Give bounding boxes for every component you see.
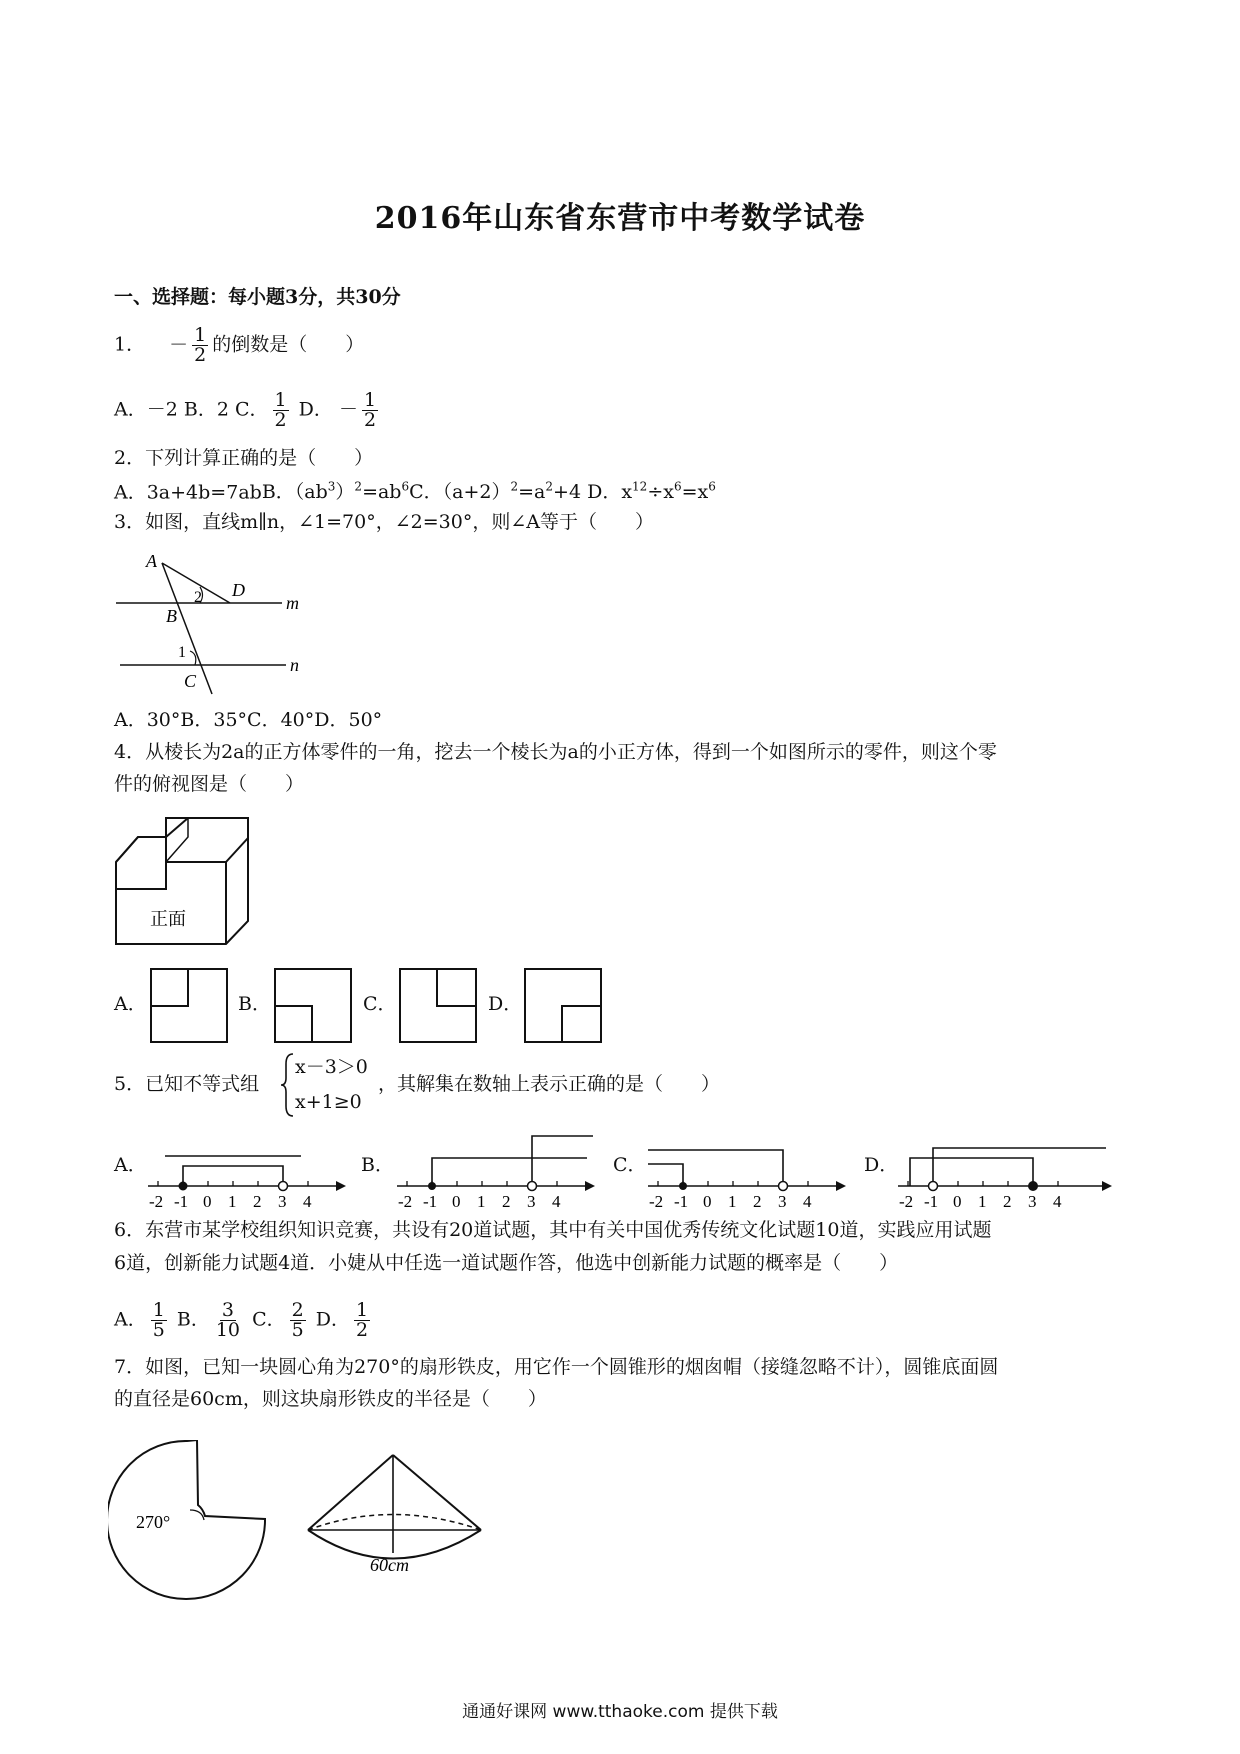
q6-option-d: D． [315, 1308, 350, 1331]
closed-point [1028, 1181, 1038, 1191]
axis-tick-label: 1 [728, 1192, 737, 1210]
q4-option-b-figure [274, 968, 354, 1044]
q1-option-a: A．－2 [114, 398, 178, 421]
axis-tick-label: -2 [899, 1192, 914, 1210]
axis-tick-label: 3 [778, 1192, 787, 1210]
q4-option-c-label: C． [363, 993, 397, 1015]
q3-label-c: C [184, 671, 197, 691]
closed-point [679, 1182, 687, 1190]
q4-solid-figure [112, 813, 254, 947]
axis-tick-label: 2 [753, 1192, 762, 1210]
q6-option-b: B． [176, 1308, 210, 1331]
q1-option-d-minus: － [338, 398, 358, 421]
q1-number: 1． [114, 333, 146, 356]
q5-option-b-label: B． [361, 1154, 394, 1176]
q4-option-b-label: B． [238, 993, 271, 1015]
axis-tick-label: 4 [303, 1192, 312, 1210]
question-3: 3．如图，直线m∥n，∠1=70°，∠2=30°，则∠A等于（ ） [114, 511, 654, 533]
solution-ray [532, 1136, 593, 1186]
q7-diameter-label: 60cm [370, 1555, 409, 1575]
q1-option-c-fraction: $\frac{1}{2}$ [274, 389, 287, 431]
axis-tick-label: -1 [174, 1192, 189, 1210]
q5-inequality-1: x－3＞0 [295, 1056, 368, 1078]
open-point [279, 1182, 288, 1191]
question-6-line-1: 6．东营市某学校组织知识竞赛，共设有20道试题，其中有关中国优秀传统文化试题10道，实践应用试题 [114, 1219, 992, 1241]
q5-numberline-b [397, 1128, 597, 1210]
q2-option-a: A．3a+4b=7ab [114, 481, 262, 504]
q5-text: ，其解集在数轴上表示正确的是（ ） [378, 1073, 721, 1095]
q3-angle-2: 2 [194, 589, 202, 606]
open-point [779, 1182, 788, 1191]
q2-options [114, 481, 716, 502]
question-4-line-1: 4．从棱长为2a的正方体零件的一角，挖去一个棱长为a的小正方体，得到一个如图所示的零件，则这个零 [114, 741, 997, 763]
solution-ray [432, 1158, 587, 1186]
q7-angle-label: 270° [136, 1512, 171, 1532]
q5-option-a-label: A． [114, 1154, 147, 1176]
closed-point [428, 1182, 436, 1190]
axis-tick-label: 3 [278, 1192, 287, 1210]
q5-inequality-2: x+1≥0 [295, 1091, 362, 1113]
axis-tick-label: -1 [924, 1192, 939, 1210]
q2-option-b: B．$(ab^3)^2=ab^6$ [261, 480, 410, 504]
q1-fraction: $\frac{1}{2}$ [194, 324, 207, 366]
q6-option-a: A． [114, 1308, 147, 1331]
solution-ray [648, 1164, 683, 1186]
q5-brace [280, 1052, 296, 1118]
q7-sector-figure [108, 1440, 268, 1600]
axis-tick-label: 0 [703, 1192, 712, 1210]
question-6-line-2: 6道，创新能力试题4道．小婕从中任选一道试题作答，他选中创新能力试题的概率是（ ） [114, 1252, 899, 1274]
question-5: 5．已知不等式组 [114, 1073, 260, 1095]
axis-arrow [585, 1181, 595, 1191]
q4-option-c-figure [399, 968, 479, 1044]
q5-numberline-a [148, 1128, 348, 1210]
q2-option-d: D．$x^{12}\div x^6=x^6$ [587, 480, 716, 504]
axis-tick-label: -2 [398, 1192, 413, 1210]
axis-tick-label: 1 [228, 1192, 237, 1210]
question-7-line-1: 7．如图，已知一块圆心角为270°的扇形铁皮，用它作一个圆锥形的烟囱帽（接缝忽略不计），圆锥底面圆 [114, 1356, 999, 1378]
open-point [528, 1182, 537, 1191]
q1-text: 的倒数是（ ） [212, 333, 365, 356]
q6-options: A． $\frac{1}{5}$ B． $\frac{3}{10}$ C． $\frac{2}{5}$ D． $\frac{1}{2}$ [114, 1299, 369, 1341]
q3-label-m: m [286, 593, 299, 613]
q2-option-c: C．$(a+2)^2=a^2+4$ [409, 480, 582, 504]
q3-options: A．30°B．35°C．40°D．50° [114, 709, 383, 731]
q7-cone-figure [300, 1453, 490, 1601]
page-footer: 通通好课网 www.tthaoke.com 提供下载 [462, 1702, 778, 1722]
section-heading: 一、选择题：每小题3分，共30分 [114, 286, 401, 308]
q5-numberline-c [648, 1128, 848, 1210]
axis-arrow [1102, 1181, 1112, 1191]
axis-tick-label: 4 [552, 1192, 561, 1210]
q4-option-d-figure [524, 968, 604, 1044]
q1-option-b: B．2 [183, 398, 229, 421]
axis-tick-label: 1 [978, 1192, 987, 1210]
question-4-line-2: 件的俯视图是（ ） [114, 773, 305, 795]
axis-tick-label: 2 [1003, 1192, 1012, 1210]
axis-arrow [836, 1181, 846, 1191]
axis-tick-label: -2 [149, 1192, 164, 1210]
open-point [929, 1182, 938, 1191]
q1-option-d: D． [298, 398, 333, 421]
axis-tick-label: 4 [1053, 1192, 1062, 1210]
q1-minus: － [169, 333, 189, 356]
q5-numberline-d [898, 1128, 1114, 1210]
q4-option-d-label: D． [488, 993, 523, 1015]
solution-ray [910, 1158, 1033, 1186]
q3-label-b: B [166, 606, 177, 626]
axis-tick-label: 2 [253, 1192, 262, 1210]
solution-ray [933, 1148, 1106, 1186]
q5-option-d-label: D． [864, 1154, 899, 1176]
q1-options [114, 391, 382, 430]
q3-label-d: D [232, 580, 245, 600]
question-2: 2．下列计算正确的是（ ） [114, 447, 374, 469]
q6-option-c: C． [252, 1308, 286, 1331]
axis-tick-label: 3 [1028, 1192, 1037, 1210]
q3-angle-1: 1 [178, 644, 186, 661]
question-1 [114, 326, 364, 365]
axis-tick-label: 0 [452, 1192, 461, 1210]
axis-tick-label: 0 [203, 1192, 212, 1210]
axis-tick-label: 3 [527, 1192, 536, 1210]
q4-option-a-figure [150, 968, 230, 1044]
axis-tick-label: 2 [502, 1192, 511, 1210]
q3-figure [110, 548, 320, 696]
q4-option-a-label: A． [114, 993, 147, 1015]
axis-tick-label: -1 [423, 1192, 438, 1210]
axis-tick-label: -1 [674, 1192, 689, 1210]
closed-point [179, 1182, 187, 1190]
q4-front-label: 正面 [150, 909, 186, 929]
axis-tick-label: 1 [477, 1192, 486, 1210]
axis-tick-label: 4 [803, 1192, 812, 1210]
q1-option-d-fraction: $\frac{1}{2}$ [363, 389, 377, 431]
q3-label-n: n [290, 655, 299, 675]
question-7-line-2: 的直径是60cm，则这块扇形铁皮的半径是（ ） [114, 1388, 547, 1410]
axis-arrow [336, 1181, 346, 1191]
axis-tick-label: 0 [953, 1192, 962, 1210]
q3-label-a: A [146, 551, 157, 571]
solution-ray [648, 1150, 783, 1186]
page-title: 2016年山东省东营市中考数学试卷 [374, 201, 866, 236]
q5-option-c-label: C． [613, 1154, 647, 1176]
axis-tick-label: -2 [649, 1192, 664, 1210]
q1-option-c: C． [234, 398, 269, 421]
